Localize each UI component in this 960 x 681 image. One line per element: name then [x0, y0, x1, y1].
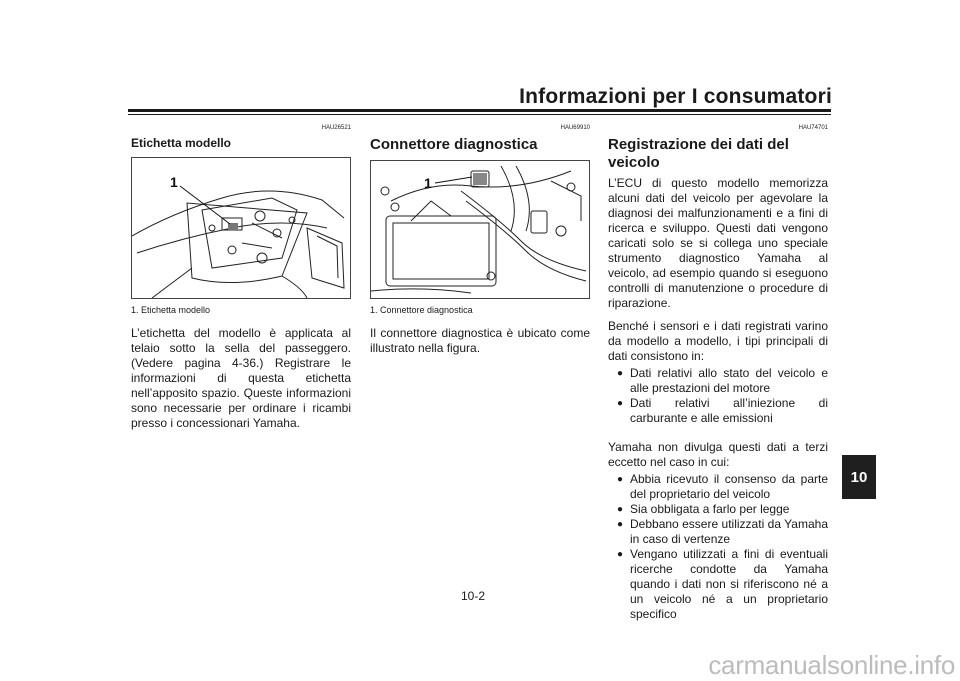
list-item: ● Dati relativi allo stato del veicolo e alle prestazioni del motore [608, 366, 828, 396]
watermark: carmanualsonline.info [708, 650, 955, 680]
list-item: ● Dati relativi all’iniezione di carburante e alle emissioni [608, 396, 828, 426]
figure-caption: 1. Etichetta modello [131, 305, 211, 315]
diagnostic-connector-mark [473, 173, 487, 185]
list-item: ● Vengano utilizzati a fini di eventuali ricerche condotte da Yamaha quando i dati non si riferiscono né a un veicolo né a un proprietario specifico [608, 547, 828, 622]
list-item: ● Sia obbligata a farlo per legge [608, 502, 828, 517]
paragraph: L’ECU di questo modello memorizza alcuni dati del veicolo per agevolare la diagnosi dei malfunzionamenti e a fini di ricerca e sviluppo. Questi dati vengono caricati solo se si collega uno speciale strumento diagnostico Yamaha al veicolo, ad esempio quando si eseguono controlli di manutenzione o procedure di riparazione. [608, 176, 828, 310]
list-item: ● Abbia ricevuto il consenso da parte del proprietario del veicolo [608, 472, 828, 502]
section-heading: Connettore diagnostica [370, 136, 538, 153]
header-rule-thin [128, 114, 831, 115]
figure-diagnostic-connector [370, 160, 590, 299]
section-code: HAU69910 [560, 125, 590, 131]
section-heading: Registrazione dei dati del veicolo [608, 136, 789, 171]
bullet-list [608, 366, 828, 426]
figure-model-label [131, 157, 351, 299]
section-code: HAU74701 [798, 125, 828, 131]
page-title: Informazioni per I consumatori [519, 85, 832, 108]
section-heading: Etichetta modello [131, 136, 232, 150]
section-code: HAU26521 [321, 125, 351, 131]
column-right [608, 124, 828, 622]
column-left [131, 124, 351, 431]
diagnostic-connector-illustration [371, 161, 589, 298]
bullet-list [608, 472, 828, 622]
figure-callout: 1 [170, 174, 178, 190]
page-number: 10-2 [461, 589, 486, 603]
paragraph: L’etichetta del modello è applicata al telaio sotto la sella del passeggero. (Vedere pagina 4-36.) Registrare le informazioni di questa etichetta nell’apposito spazio. Queste informazioni sono necessarie per ordinare i ricambi presso i concessionari Yamaha. [131, 326, 351, 430]
column-middle [370, 124, 590, 356]
list-item: ● Debbano essere utilizzati da Yamaha in caso di vertenze [608, 517, 828, 547]
paragraph: Yamaha non divulga questi dati a terzi eccetto nel caso in cui: [608, 440, 828, 469]
figure-caption: 1. Connettore diagnostica [370, 305, 473, 315]
paragraph: Benché i sensori e i dati registrati varino da modello a modello, i tipi principali di dati consistono in: [608, 319, 828, 363]
figure-callout: 1 [424, 175, 432, 191]
header-rule [128, 109, 831, 112]
chapter-tab[interactable]: 10 [842, 455, 876, 499]
paragraph: Il connettore diagnostica è ubicato come illustrato nella figura. [370, 326, 590, 355]
motorcycle-rear-illustration [132, 158, 350, 298]
